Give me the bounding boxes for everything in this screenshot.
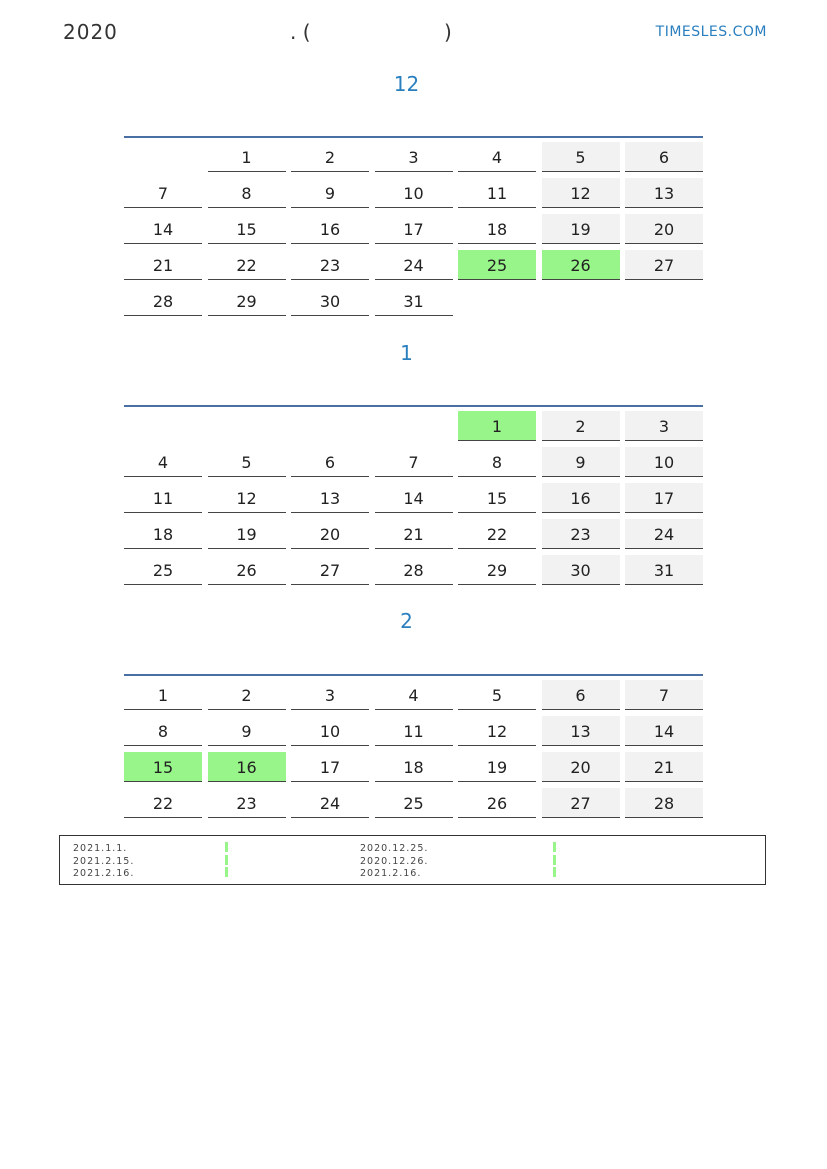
day-cell: 1 xyxy=(124,680,202,710)
weekend-day-cell: 21 xyxy=(625,752,703,782)
weekend-day-cell: 9 xyxy=(542,447,620,477)
day-cell: 15 xyxy=(458,483,536,513)
legend-date: 2021.2.16. xyxy=(360,868,422,879)
day-cell: 21 xyxy=(375,519,453,549)
weekend-day-cell: 31 xyxy=(625,555,703,585)
weekend-day-cell: 13 xyxy=(625,178,703,208)
holiday-swatch xyxy=(553,855,556,865)
week-row xyxy=(124,210,703,246)
week-row xyxy=(124,246,703,282)
week-row xyxy=(124,407,703,443)
month-title-december: 12 xyxy=(393,72,420,96)
day-cell: 21 xyxy=(124,250,202,280)
weekend-day-cell: 2 xyxy=(542,411,620,441)
weekend-day-cell: 27 xyxy=(542,788,620,818)
day-cell: 18 xyxy=(375,752,453,782)
day-cell: 10 xyxy=(375,178,453,208)
holiday-swatch xyxy=(553,842,556,852)
day-cell: 2 xyxy=(291,142,369,172)
legend-right-dates xyxy=(360,843,428,881)
holiday-swatch xyxy=(553,867,556,877)
day-cell: 1 xyxy=(208,142,286,172)
legend-date: 2021.1.1. xyxy=(73,843,128,854)
holiday-day-cell: 26 xyxy=(542,250,620,280)
day-cell: 22 xyxy=(458,519,536,549)
weekend-day-cell: 27 xyxy=(625,250,703,280)
day-cell: 7 xyxy=(375,447,453,477)
weekend-day-cell: 30 xyxy=(542,555,620,585)
day-cell: 25 xyxy=(375,788,453,818)
week-row xyxy=(124,443,703,479)
week-row xyxy=(124,784,703,820)
day-cell: 14 xyxy=(124,214,202,244)
day-cell: 25 xyxy=(124,555,202,585)
month-grid-february xyxy=(124,674,703,820)
day-cell: 5 xyxy=(458,680,536,710)
day-cell: 6 xyxy=(291,447,369,477)
week-row xyxy=(124,712,703,748)
day-cell: 7 xyxy=(124,178,202,208)
holiday-day-cell: 16 xyxy=(208,752,286,782)
weekend-day-cell: 17 xyxy=(625,483,703,513)
day-cell: 14 xyxy=(375,483,453,513)
day-cell: 8 xyxy=(208,178,286,208)
holiday-day-cell: 25 xyxy=(458,250,536,280)
day-cell: 24 xyxy=(375,250,453,280)
day-cell: 9 xyxy=(208,716,286,746)
day-cell: 11 xyxy=(458,178,536,208)
legend-date: 2020.12.26. xyxy=(360,855,429,867)
day-cell: 3 xyxy=(375,142,453,172)
weekend-day-cell: 6 xyxy=(625,142,703,172)
legend-date: 2021.2.15. xyxy=(73,855,135,867)
header-subtitle: . ( ) xyxy=(290,20,452,44)
day-cell: 5 xyxy=(208,447,286,477)
day-cell: 11 xyxy=(375,716,453,746)
weekend-day-cell: 13 xyxy=(542,716,620,746)
header-year: 2020 xyxy=(63,20,118,44)
day-cell: 22 xyxy=(124,788,202,818)
holiday-swatch xyxy=(225,855,228,865)
holiday-day-cell: 1 xyxy=(458,411,536,441)
weekend-day-cell: 23 xyxy=(542,519,620,549)
day-cell: 13 xyxy=(291,483,369,513)
month-grid-january xyxy=(124,405,703,587)
week-row xyxy=(124,676,703,712)
day-cell: 27 xyxy=(291,555,369,585)
day-cell: 15 xyxy=(208,214,286,244)
day-cell: 31 xyxy=(375,286,453,316)
site-brand-link[interactable]: TIMESLES.COM xyxy=(655,24,767,40)
day-cell: 24 xyxy=(291,788,369,818)
holiday-day-cell: 15 xyxy=(124,752,202,782)
legend-date: 2021.2.16. xyxy=(73,868,135,879)
weekend-day-cell: 7 xyxy=(625,680,703,710)
day-cell: 3 xyxy=(291,680,369,710)
day-cell: 28 xyxy=(375,555,453,585)
day-cell: 16 xyxy=(291,214,369,244)
day-cell: 30 xyxy=(291,286,369,316)
weekend-day-cell: 24 xyxy=(625,519,703,549)
day-cell: 17 xyxy=(291,752,369,782)
legend-left-dates xyxy=(73,843,134,881)
day-cell: 17 xyxy=(375,214,453,244)
day-cell: 12 xyxy=(458,716,536,746)
day-cell: 19 xyxy=(208,519,286,549)
day-cell: 8 xyxy=(124,716,202,746)
day-cell: 4 xyxy=(375,680,453,710)
day-cell: 4 xyxy=(124,447,202,477)
week-row xyxy=(124,174,703,210)
legend-right-color-marks xyxy=(553,842,556,879)
weekend-day-cell: 10 xyxy=(625,447,703,477)
day-cell: 23 xyxy=(291,250,369,280)
weekend-day-cell: 28 xyxy=(625,788,703,818)
holiday-swatch xyxy=(225,842,228,852)
week-row xyxy=(124,748,703,784)
weekend-day-cell: 20 xyxy=(542,752,620,782)
week-row xyxy=(124,515,703,551)
weekend-day-cell: 14 xyxy=(625,716,703,746)
day-cell: 20 xyxy=(291,519,369,549)
day-cell: 4 xyxy=(458,142,536,172)
legend-left-color-marks xyxy=(225,842,228,879)
day-cell: 18 xyxy=(458,214,536,244)
weekend-day-cell: 19 xyxy=(542,214,620,244)
week-row xyxy=(124,282,703,318)
week-row xyxy=(124,479,703,515)
holiday-legend xyxy=(59,835,766,885)
weekend-day-cell: 12 xyxy=(542,178,620,208)
day-cell: 18 xyxy=(124,519,202,549)
month-title-january: 1 xyxy=(400,341,413,365)
legend-date: 2020.12.25. xyxy=(360,843,429,854)
weekend-day-cell: 20 xyxy=(625,214,703,244)
weekend-day-cell: 16 xyxy=(542,483,620,513)
month-title-february: 2 xyxy=(400,609,413,633)
weekend-day-cell: 6 xyxy=(542,680,620,710)
day-cell: 29 xyxy=(208,286,286,316)
day-cell: 2 xyxy=(208,680,286,710)
month-grid-december xyxy=(124,136,703,318)
day-cell: 22 xyxy=(208,250,286,280)
day-cell: 29 xyxy=(458,555,536,585)
day-cell: 28 xyxy=(124,286,202,316)
weekend-day-cell: 5 xyxy=(542,142,620,172)
day-cell: 23 xyxy=(208,788,286,818)
holiday-swatch xyxy=(225,867,228,877)
week-row xyxy=(124,551,703,587)
weekend-day-cell: 3 xyxy=(625,411,703,441)
day-cell: 26 xyxy=(208,555,286,585)
day-cell: 19 xyxy=(458,752,536,782)
day-cell: 26 xyxy=(458,788,536,818)
week-row xyxy=(124,138,703,174)
day-cell: 11 xyxy=(124,483,202,513)
day-cell: 8 xyxy=(458,447,536,477)
day-cell: 12 xyxy=(208,483,286,513)
day-cell: 10 xyxy=(291,716,369,746)
day-cell: 9 xyxy=(291,178,369,208)
